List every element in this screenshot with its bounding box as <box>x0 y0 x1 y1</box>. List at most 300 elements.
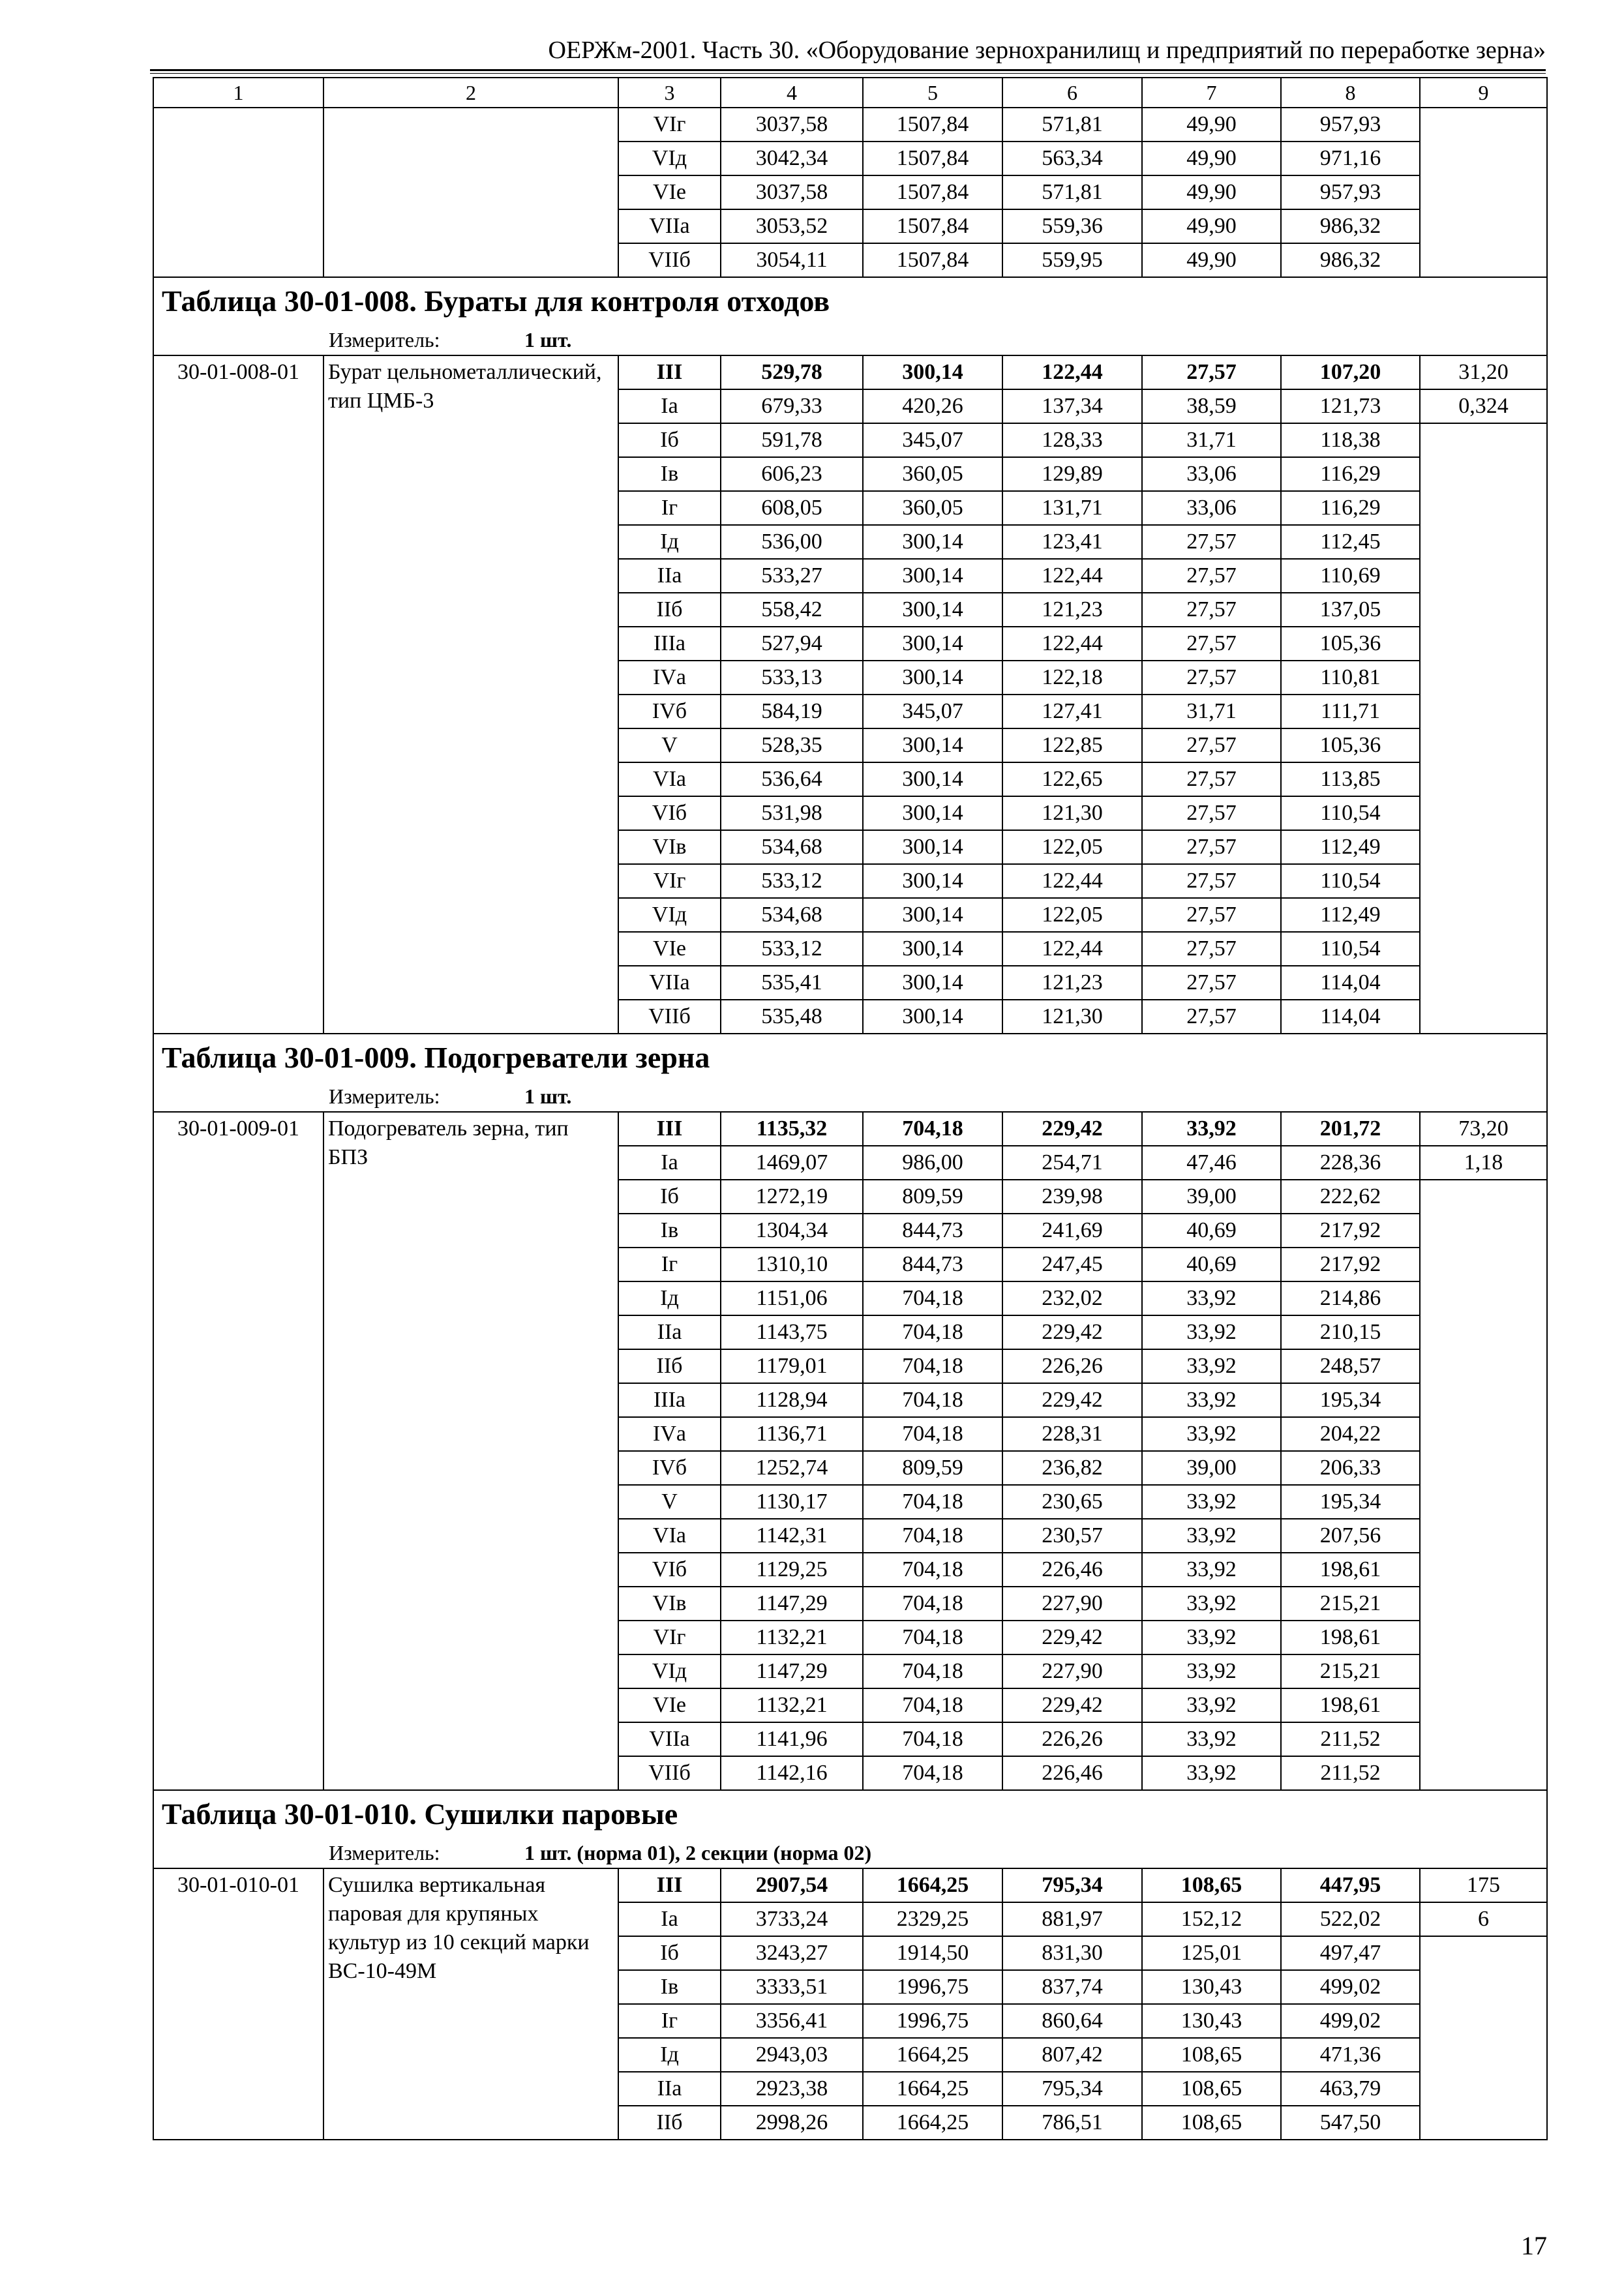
running-header: ОЕРЖм-2001. Часть 30. «Оборудование зернохранилищ и предприятий по переработке зерна» <box>548 37 1546 64</box>
section-title: Таблица 30-01-009. Подогреватели зерна <box>153 1034 1547 1081</box>
value-cell: 584,19 <box>721 695 863 728</box>
zone-cell: VIб <box>618 1553 721 1587</box>
value-cell: 497,47 <box>1281 1936 1420 1970</box>
value-cell: 31,71 <box>1142 695 1281 728</box>
value-cell: 27,57 <box>1142 728 1281 762</box>
value-cell: 300,14 <box>863 898 1002 932</box>
value-cell: 844,73 <box>863 1214 1002 1248</box>
value-cell: 1664,25 <box>863 2106 1002 2140</box>
value-cell: 300,14 <box>863 762 1002 796</box>
extra-cell: 6 <box>1420 1902 1547 1936</box>
value-cell: 127,41 <box>1002 695 1142 728</box>
value-cell: 105,36 <box>1281 728 1420 762</box>
value-cell: 807,42 <box>1002 2038 1142 2072</box>
column-number: 2 <box>323 78 618 108</box>
value-cell: 300,14 <box>863 355 1002 389</box>
value-cell: 130,43 <box>1142 2004 1281 2038</box>
value-cell: 533,12 <box>721 864 863 898</box>
value-cell: 215,21 <box>1281 1587 1420 1621</box>
zone-cell: V <box>618 728 721 762</box>
value-cell: 152,12 <box>1142 1902 1281 1936</box>
zone-cell: VIа <box>618 762 721 796</box>
value-cell: 108,65 <box>1142 2072 1281 2106</box>
value-cell: 704,18 <box>863 1281 1002 1315</box>
value-cell: 1151,06 <box>721 1281 863 1315</box>
value-cell: 957,93 <box>1281 175 1420 209</box>
value-cell: 345,07 <box>863 423 1002 457</box>
zone-cell: VIв <box>618 1587 721 1621</box>
value-cell: 131,71 <box>1002 491 1142 525</box>
value-cell: 227,90 <box>1002 1587 1142 1621</box>
value-cell: 114,04 <box>1281 966 1420 1000</box>
zone-cell: VIIб <box>618 1756 721 1790</box>
table-row <box>153 108 1547 142</box>
value-cell: 210,15 <box>1281 1315 1420 1349</box>
value-cell: 3042,34 <box>721 142 863 175</box>
value-cell: 527,94 <box>721 627 863 661</box>
value-cell: 809,59 <box>863 1180 1002 1214</box>
value-cell: 571,81 <box>1002 175 1142 209</box>
value-cell: 232,02 <box>1002 1281 1142 1315</box>
value-cell: 47,46 <box>1142 1146 1281 1180</box>
value-cell: 27,57 <box>1142 593 1281 627</box>
value-cell: 591,78 <box>721 423 863 457</box>
zone-cell: VIд <box>618 142 721 175</box>
value-cell: 1507,84 <box>863 175 1002 209</box>
price-table <box>153 77 1548 2140</box>
zone-cell: Iд <box>618 525 721 559</box>
zone-cell: Iг <box>618 2004 721 2038</box>
zone-cell: IIа <box>618 1315 721 1349</box>
value-cell: 1142,31 <box>721 1519 863 1553</box>
value-cell: 38,59 <box>1142 389 1281 423</box>
column-number: 5 <box>863 78 1002 108</box>
value-cell: 110,81 <box>1281 661 1420 695</box>
name-cell: Бурат цельнометаллический, тип ЦМБ-3 <box>323 355 618 1034</box>
code-cell: 30-01-010-01 <box>153 1868 323 2140</box>
value-cell: 1141,96 <box>721 1722 863 1756</box>
value-cell: 226,46 <box>1002 1553 1142 1587</box>
value-cell: 881,97 <box>1002 1902 1142 1936</box>
value-cell: 195,34 <box>1281 1485 1420 1519</box>
value-cell: 300,14 <box>863 864 1002 898</box>
value-cell: 3733,24 <box>721 1902 863 1936</box>
value-cell: 33,92 <box>1142 1349 1281 1383</box>
value-cell: 27,57 <box>1142 762 1281 796</box>
extra-cell <box>1420 108 1547 277</box>
zone-cell: Iг <box>618 1248 721 1281</box>
name-cell <box>323 108 618 277</box>
value-cell: 33,92 <box>1142 1417 1281 1451</box>
value-cell: 116,29 <box>1281 457 1420 491</box>
name-cell: Сушилка вертикальная паровая для крупяных культур из 10 секций марки ВС-10-49М <box>323 1868 618 2140</box>
value-cell: 33,92 <box>1142 1383 1281 1417</box>
zone-cell: Iв <box>618 1970 721 2004</box>
zone-cell: VIIб <box>618 1000 721 1034</box>
value-cell: 229,42 <box>1002 1621 1142 1654</box>
value-cell: 499,02 <box>1281 2004 1420 2038</box>
value-cell: 3037,58 <box>721 108 863 142</box>
value-cell: 201,72 <box>1281 1112 1420 1146</box>
value-cell: 704,18 <box>863 1112 1002 1146</box>
value-cell: 229,42 <box>1002 1688 1142 1722</box>
value-cell: 3356,41 <box>721 2004 863 2038</box>
zone-cell: VIе <box>618 932 721 966</box>
value-cell: 227,90 <box>1002 1654 1142 1688</box>
zone-cell: IIб <box>618 2106 721 2140</box>
value-cell: 39,00 <box>1142 1180 1281 1214</box>
value-cell: 1147,29 <box>721 1587 863 1621</box>
value-cell: 27,57 <box>1142 355 1281 389</box>
meter-row <box>153 1081 1547 1112</box>
zone-cell: IVб <box>618 1451 721 1485</box>
value-cell: 49,90 <box>1142 142 1281 175</box>
value-cell: 3053,52 <box>721 209 863 243</box>
value-cell: 33,92 <box>1142 1621 1281 1654</box>
value-cell: 844,73 <box>863 1248 1002 1281</box>
value-cell: 300,14 <box>863 728 1002 762</box>
value-cell: 206,33 <box>1281 1451 1420 1485</box>
zone-cell: VIд <box>618 898 721 932</box>
value-cell: 122,44 <box>1002 559 1142 593</box>
column-number: 4 <box>721 78 863 108</box>
value-cell: 704,18 <box>863 1587 1002 1621</box>
value-cell: 300,14 <box>863 593 1002 627</box>
value-cell: 27,57 <box>1142 1000 1281 1034</box>
value-cell: 531,98 <box>721 796 863 830</box>
column-number: 7 <box>1142 78 1281 108</box>
value-cell: 122,05 <box>1002 830 1142 864</box>
value-cell: 27,57 <box>1142 796 1281 830</box>
value-cell: 27,57 <box>1142 525 1281 559</box>
value-cell: 33,92 <box>1142 1485 1281 1519</box>
value-cell: 31,71 <box>1142 423 1281 457</box>
value-cell: 679,33 <box>721 389 863 423</box>
value-cell: 121,30 <box>1002 796 1142 830</box>
value-cell: 3037,58 <box>721 175 863 209</box>
value-cell: 704,18 <box>863 1315 1002 1349</box>
value-cell: 499,02 <box>1281 1970 1420 2004</box>
zone-cell: VIIа <box>618 1722 721 1756</box>
zone-cell: IIа <box>618 2072 721 2106</box>
value-cell: 2923,38 <box>721 2072 863 2106</box>
extra-cell: 0,324 <box>1420 389 1547 423</box>
zone-cell: Iб <box>618 423 721 457</box>
value-cell: 121,73 <box>1281 389 1420 423</box>
zone-cell: VIг <box>618 864 721 898</box>
header-rule <box>150 69 1546 74</box>
zone-cell: III <box>618 355 721 389</box>
value-cell: 1129,25 <box>721 1553 863 1587</box>
value-cell: 559,36 <box>1002 209 1142 243</box>
value-cell: 113,85 <box>1281 762 1420 796</box>
value-cell: 211,52 <box>1281 1722 1420 1756</box>
value-cell: 130,43 <box>1142 1970 1281 2004</box>
value-cell: 122,18 <box>1002 661 1142 695</box>
value-cell: 230,65 <box>1002 1485 1142 1519</box>
zone-cell: IIб <box>618 1349 721 1383</box>
zone-cell: Iа <box>618 1146 721 1180</box>
zone-cell: VIе <box>618 1688 721 1722</box>
value-cell: 522,02 <box>1281 1902 1420 1936</box>
value-cell: 2998,26 <box>721 2106 863 2140</box>
value-cell: 1130,17 <box>721 1485 863 1519</box>
value-cell: 1142,16 <box>721 1756 863 1790</box>
meter-label: Измеритель: <box>329 1085 440 1108</box>
value-cell: 122,44 <box>1002 932 1142 966</box>
value-cell: 534,68 <box>721 830 863 864</box>
value-cell: 1128,94 <box>721 1383 863 1417</box>
value-cell: 107,20 <box>1281 355 1420 389</box>
value-cell: 229,42 <box>1002 1315 1142 1349</box>
meter-cell <box>153 325 1547 355</box>
value-cell: 110,54 <box>1281 796 1420 830</box>
value-cell: 228,36 <box>1281 1146 1420 1180</box>
value-cell: 33,92 <box>1142 1519 1281 1553</box>
value-cell: 837,74 <box>1002 1970 1142 2004</box>
value-cell: 986,32 <box>1281 209 1420 243</box>
value-cell: 217,92 <box>1281 1214 1420 1248</box>
value-cell: 533,27 <box>721 559 863 593</box>
value-cell: 116,29 <box>1281 491 1420 525</box>
value-cell: 986,00 <box>863 1146 1002 1180</box>
value-cell: 27,57 <box>1142 627 1281 661</box>
value-cell: 230,57 <box>1002 1519 1142 1553</box>
value-cell: 33,92 <box>1142 1587 1281 1621</box>
value-cell: 831,30 <box>1002 1936 1142 1970</box>
value-cell: 2943,03 <box>721 2038 863 2072</box>
value-cell: 204,22 <box>1281 1417 1420 1451</box>
name-cell: Подогреватель зерна, тип БПЗ <box>323 1112 618 1790</box>
value-cell: 704,18 <box>863 1688 1002 1722</box>
value-cell: 49,90 <box>1142 243 1281 277</box>
page-number: 17 <box>1521 2231 1547 2260</box>
meter-value: 1 шт. <box>524 1085 572 1108</box>
value-cell: 112,49 <box>1281 830 1420 864</box>
value-cell: 123,41 <box>1002 525 1142 559</box>
value-cell: 137,05 <box>1281 593 1420 627</box>
zone-cell: III <box>618 1112 721 1146</box>
value-cell: 215,21 <box>1281 1654 1420 1688</box>
zone-cell: VIг <box>618 108 721 142</box>
zone-cell: IVа <box>618 661 721 695</box>
zone-cell: VIIа <box>618 209 721 243</box>
section-title-row <box>153 1034 1547 1081</box>
zone-cell: Iд <box>618 2038 721 2072</box>
value-cell: 229,42 <box>1002 1383 1142 1417</box>
value-cell: 228,31 <box>1002 1417 1142 1451</box>
value-cell: 1132,21 <box>721 1688 863 1722</box>
value-cell: 1914,50 <box>863 1936 1002 1970</box>
value-cell: 27,57 <box>1142 932 1281 966</box>
value-cell: 571,81 <box>1002 108 1142 142</box>
value-cell: 606,23 <box>721 457 863 491</box>
value-cell: 27,57 <box>1142 898 1281 932</box>
zone-cell: VIIб <box>618 243 721 277</box>
value-cell: 1996,75 <box>863 2004 1002 2038</box>
value-cell: 33,06 <box>1142 491 1281 525</box>
meter-cell <box>153 1081 1547 1112</box>
code-cell: 30-01-008-01 <box>153 355 323 1034</box>
value-cell: 559,95 <box>1002 243 1142 277</box>
value-cell: 33,92 <box>1142 1315 1281 1349</box>
value-cell: 463,79 <box>1281 2072 1420 2106</box>
value-cell: 198,61 <box>1281 1688 1420 1722</box>
value-cell: 137,34 <box>1002 389 1142 423</box>
value-cell: 3054,11 <box>721 243 863 277</box>
zone-cell: IVб <box>618 695 721 728</box>
value-cell: 110,54 <box>1281 864 1420 898</box>
value-cell: 986,32 <box>1281 243 1420 277</box>
value-cell: 533,13 <box>721 661 863 695</box>
value-cell: 535,48 <box>721 1000 863 1034</box>
value-cell: 112,45 <box>1281 525 1420 559</box>
table-row <box>153 355 1547 389</box>
zone-cell: VIг <box>618 1621 721 1654</box>
value-cell: 198,61 <box>1281 1553 1420 1587</box>
value-cell: 33,92 <box>1142 1112 1281 1146</box>
value-cell: 1179,01 <box>721 1349 863 1383</box>
zone-cell: Iб <box>618 1180 721 1214</box>
value-cell: 118,38 <box>1281 423 1420 457</box>
value-cell: 247,45 <box>1002 1248 1142 1281</box>
value-cell: 536,00 <box>721 525 863 559</box>
value-cell: 226,46 <box>1002 1756 1142 1790</box>
value-cell: 236,82 <box>1002 1451 1142 1485</box>
value-cell: 447,95 <box>1281 1868 1420 1902</box>
value-cell: 471,36 <box>1281 2038 1420 2072</box>
value-cell: 300,14 <box>863 796 1002 830</box>
value-cell: 229,42 <box>1002 1112 1142 1146</box>
value-cell: 608,05 <box>721 491 863 525</box>
value-cell: 122,44 <box>1002 627 1142 661</box>
value-cell: 1136,71 <box>721 1417 863 1451</box>
extra-cell <box>1420 1936 1547 2140</box>
value-cell: 1272,19 <box>721 1180 863 1214</box>
value-cell: 226,26 <box>1002 1722 1142 1756</box>
value-cell: 300,14 <box>863 932 1002 966</box>
column-number: 3 <box>618 78 721 108</box>
zone-cell: IVа <box>618 1417 721 1451</box>
value-cell: 300,14 <box>863 830 1002 864</box>
value-cell: 704,18 <box>863 1654 1002 1688</box>
value-cell: 108,65 <box>1142 1868 1281 1902</box>
value-cell: 1664,25 <box>863 2038 1002 2072</box>
value-cell: 122,44 <box>1002 355 1142 389</box>
value-cell: 49,90 <box>1142 175 1281 209</box>
value-cell: 122,44 <box>1002 864 1142 898</box>
value-cell: 217,92 <box>1281 1248 1420 1281</box>
value-cell: 360,05 <box>863 457 1002 491</box>
zone-cell: Iв <box>618 1214 721 1248</box>
extra-cell: 73,20 <box>1420 1112 1547 1146</box>
value-cell: 239,98 <box>1002 1180 1142 1214</box>
value-cell: 360,05 <box>863 491 1002 525</box>
value-cell: 195,34 <box>1281 1383 1420 1417</box>
value-cell: 795,34 <box>1002 2072 1142 2106</box>
zone-cell: Iа <box>618 389 721 423</box>
zone-cell: VIа <box>618 1519 721 1553</box>
value-cell: 108,65 <box>1142 2106 1281 2140</box>
value-cell: 860,64 <box>1002 2004 1142 2038</box>
value-cell: 704,18 <box>863 1349 1002 1383</box>
value-cell: 110,69 <box>1281 559 1420 593</box>
zone-cell: Iб <box>618 1936 721 1970</box>
value-cell: 1664,25 <box>863 1868 1002 1902</box>
extra-cell: 31,20 <box>1420 355 1547 389</box>
value-cell: 2907,54 <box>721 1868 863 1902</box>
zone-cell: V <box>618 1485 721 1519</box>
value-cell: 704,18 <box>863 1417 1002 1451</box>
value-cell: 1507,84 <box>863 142 1002 175</box>
section-title: Таблица 30-01-010. Сушилки паровые <box>153 1790 1547 1838</box>
value-cell: 121,23 <box>1002 593 1142 627</box>
meter-value: 1 шт. (норма 01), 2 секции (норма 02) <box>524 1841 872 1864</box>
value-cell: 198,61 <box>1281 1621 1420 1654</box>
value-cell: 254,71 <box>1002 1146 1142 1180</box>
value-cell: 105,36 <box>1281 627 1420 661</box>
value-cell: 535,41 <box>721 966 863 1000</box>
value-cell: 1469,07 <box>721 1146 863 1180</box>
section-title-row <box>153 1790 1547 1838</box>
value-cell: 1507,84 <box>863 108 1002 142</box>
value-cell: 704,18 <box>863 1519 1002 1553</box>
meter-value: 1 шт. <box>524 328 572 352</box>
value-cell: 214,86 <box>1281 1281 1420 1315</box>
value-cell: 122,05 <box>1002 898 1142 932</box>
value-cell: 704,18 <box>863 1621 1002 1654</box>
value-cell: 27,57 <box>1142 661 1281 695</box>
zone-cell: Iв <box>618 457 721 491</box>
zone-cell: IIIа <box>618 627 721 661</box>
value-cell: 300,14 <box>863 661 1002 695</box>
value-cell: 1135,32 <box>721 1112 863 1146</box>
value-cell: 241,69 <box>1002 1214 1142 1248</box>
zone-cell: Iа <box>618 1902 721 1936</box>
value-cell: 39,00 <box>1142 1451 1281 1485</box>
value-cell: 704,18 <box>863 1553 1002 1587</box>
value-cell: 1147,29 <box>721 1654 863 1688</box>
value-cell: 300,14 <box>863 1000 1002 1034</box>
value-cell: 40,69 <box>1142 1214 1281 1248</box>
code-cell <box>153 108 323 277</box>
value-cell: 122,85 <box>1002 728 1142 762</box>
value-cell: 300,14 <box>863 559 1002 593</box>
column-number-row <box>153 78 1547 108</box>
zone-cell: VIе <box>618 175 721 209</box>
value-cell: 529,78 <box>721 355 863 389</box>
value-cell: 1664,25 <box>863 2072 1002 2106</box>
table-row <box>153 1112 1547 1146</box>
value-cell: 957,93 <box>1281 108 1420 142</box>
zone-cell: VIв <box>618 830 721 864</box>
value-cell: 1507,84 <box>863 243 1002 277</box>
value-cell: 211,52 <box>1281 1756 1420 1790</box>
extra-cell: 1,18 <box>1420 1146 1547 1180</box>
value-cell: 795,34 <box>1002 1868 1142 1902</box>
value-cell: 536,64 <box>721 762 863 796</box>
value-cell: 534,68 <box>721 898 863 932</box>
value-cell: 33,92 <box>1142 1756 1281 1790</box>
extra-cell: 175 <box>1420 1868 1547 1902</box>
zone-cell: VIIа <box>618 966 721 1000</box>
value-cell: 49,90 <box>1142 108 1281 142</box>
value-cell: 33,92 <box>1142 1654 1281 1688</box>
meter-label: Измеритель: <box>329 1841 440 1864</box>
zone-cell: VIб <box>618 796 721 830</box>
value-cell: 1310,10 <box>721 1248 863 1281</box>
value-cell: 108,65 <box>1142 2038 1281 2072</box>
